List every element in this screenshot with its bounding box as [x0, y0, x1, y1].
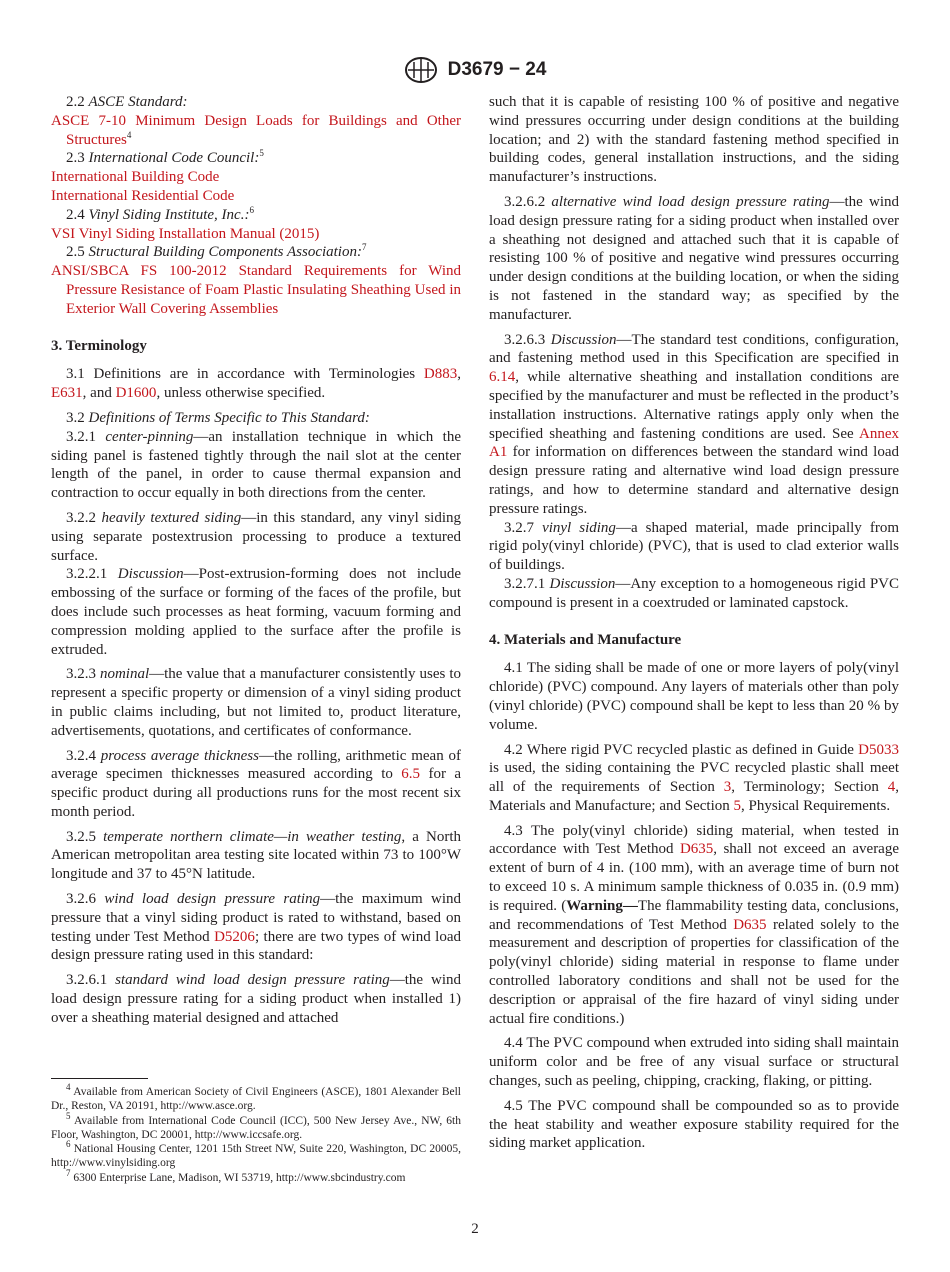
link-d1600[interactable]: D1600: [115, 385, 157, 402]
para-3-2-6-1-continued: such that it is capable of resisting 100 % of positive and negative wind pressures occurring under design conditions at the building location; and 2) with the standard fastening method specified in building codes, general installation instructions, and the siding manufacturer’s instructions.: [489, 94, 899, 186]
footnote-5: $^5$ Available from International Code Council (ICC), 500 New Jersey Ave., NW, 6th Floor, Washington, DC 20001, http://www.iccsafe.org.: [51, 1110, 461, 1141]
link-d635[interactable]: D635: [679, 841, 714, 858]
para-3-1: 3.1 Definitions are in accordance with Terminologies D883, E631, and D1600, unless otherwise specified.: [51, 366, 461, 402]
para-4-3: 4.3 The poly(vinyl chloride) siding material, when tested in accordance with Test Method D635, shall not exceed an average extent of burn of 4 in. (100 mm), with an average time of burn not to exceed 10 s. A minimum sample thickness of 0.035 in. (0.9 mm) is required. (Warning—The flammability testing data, conclusions, and recommendations of Test Method D635 related solely to the measurement and description of properties for classification of the poly(vinyl chloride) siding material in response to flame under controlled laboratory conditions and shall not be used for the description or appraisal of the fire hazard of vinyl siding under actual fire conditions.): [489, 822, 900, 1027]
para-3-2-7-1: 3.2.7.1 Discussion—Any exception to a homogeneous rigid PVC compound is present in a coextruded or laminated capstock.: [489, 575, 900, 611]
right-column: [489, 93, 899, 1153]
link-d5033[interactable]: D5033: [858, 741, 899, 758]
link-6-5[interactable]: 6.5: [401, 766, 421, 783]
reference-vsi-manual[interactable]: VSI Vinyl Siding Installation Manual (2015): [51, 225, 320, 242]
para-3-2-2: 3.2.2 heavily textured siding—in this standard, any vinyl siding using separate postextrusion processing to produce a textured surface.: [51, 509, 461, 564]
footnote-6: $^6$ National Housing Center, 1201 15th Street NW, Suite 220, Washington, DC 20005, http://www.vinylsiding.org: [51, 1139, 461, 1170]
para-4-4: 4.4 The PVC compound when extruded into siding shall maintain uniform color and be free of any visual surface or structural changes, such as peeling, chipping, cracking, flaking, or pitting.: [489, 1035, 899, 1090]
link-d883[interactable]: D883: [423, 366, 458, 383]
footnote-divider: [51, 1078, 148, 1079]
link-section-4[interactable]: 4: [887, 779, 896, 796]
page-header: [0, 56, 950, 84]
reference-asce-7-10[interactable]: ASCE 7-10 Minimum Design Loads for Buildings and Other Structures$^4$: [51, 112, 462, 148]
footnote-7: $^7$ 6300 Enterprise Lane, Madison, WI 53719, http://www.sbcindustry.com: [66, 1167, 406, 1184]
para-3-2-5: 3.2.5 temperate northern climate—in weather testing, a North American metropolitan area testing site located within 73 to 100°W longitude and 37 to 45°N latitude.: [51, 828, 462, 883]
section-4-title: 4. Materials and Manufacture: [489, 631, 682, 648]
link-e631[interactable]: E631: [51, 385, 83, 402]
para-3-2-6-2: 3.2.6.2 alternative wind load design pressure rating—the wind load design pressure rating for a siding product when installed over a sheathing not designed and attached such that it is capable of resisting 100 % of positive and negative wind pressures occurring under design conditions at the building location, or when the siding is not fastened in the standard way; as specified by the manufacturer.: [489, 193, 899, 323]
reference-irc[interactable]: International Residential Code: [51, 187, 235, 204]
warning-label: Warning—: [566, 897, 638, 914]
link-section-3[interactable]: 3: [723, 779, 732, 796]
section-2-4-heading: 2.4 Vinyl Siding Institute, Inc.:$^6$: [66, 204, 254, 223]
section-2-5-heading: 2.5 Structural Building Components Association:$^7$: [66, 242, 367, 261]
page-number: 2: [471, 1221, 479, 1237]
left-column: [51, 93, 461, 1028]
para-3-2-3: 3.2.3 nominal—the value that a manufacturer consistently uses to represent a specific property or dimension of a vinyl siding product in public claims including, but not limited to, product literature, advertisements, quotations, and certificates of conformance.: [51, 666, 461, 739]
reference-sbca-fs-100[interactable]: ANSI/SBCA FS 100-2012 Standard Requirements for Wind Pressure Resistance of Foam Plastic Insulating Sheathing Used in Exterior Wall Covering Assemblies: [51, 263, 461, 317]
footnote-4: $^4$ Available from American Society of Civil Engineers (ASCE), 1801 Alexander Bell Dr., Reston, VA 20191, http://www.asce.org.: [51, 1082, 461, 1113]
section-2-2-heading: 2.2 ASCE Standard:: [66, 94, 188, 110]
link-annex-a1[interactable]: Annex A1: [489, 425, 899, 461]
link-d635-second[interactable]: D635: [733, 916, 767, 933]
link-6-14[interactable]: 6.14: [489, 369, 516, 386]
para-3-2-2-1: 3.2.2.1 Discussion—Post-extrusion-forming does not include embossing of the surface or forming of the faces of the profile, but does include such processes as heat forming, vacuum forming and compression molding applied to the surface after the profile is extruded.: [51, 566, 461, 658]
link-d5206[interactable]: D5206: [214, 928, 255, 945]
footnotes: [51, 1078, 461, 1185]
document-id: D3679 − 24: [447, 59, 547, 80]
para-3-2-7: 3.2.7 vinyl siding—a shaped material, made principally from rigid poly(vinyl chloride) (PVC), that is used to clad exterior walls of buildings.: [489, 519, 900, 574]
para-3-2-6-3: 3.2.6.3 Discussion—The standard test conditions, configuration, and fastening method used in this Specification are specified in 6.14, while alternative sheathing and installation conditions are specified by the manufacturer and must be reflected in the product’s installation instructions. Alternative ratings apply only when the specified sheathing and fastening conditions are used. See Annex A1 for information on differences between the standard wind load design pressure rating and alternative wind load design pressure ratings, and how to determine standard and alternative design pressure ratings.: [489, 331, 900, 517]
reference-ibc[interactable]: International Building Code: [51, 169, 220, 186]
section-2-3-heading: 2.3 International Code Council:$^5$: [66, 148, 264, 167]
para-3-2-6-1: 3.2.6.1 standard wind load design pressure rating—the wind load design pressure rating for a siding product when installed 1) over a sheathing material designed and attached: [51, 972, 462, 1026]
para-3-2-4: 3.2.4 process average thickness—the rolling, arithmetic mean of average specimen thicknesses measured according to 6.5 for a specific product during all productions runs for the most recent six month period.: [51, 747, 461, 820]
para-4-1: 4.1 The siding shall be made of one or more layers of poly(vinyl chloride) (PVC) compound. Any layers of materials other than poly (vinyl chloride) (PVC) compound shall be kept to less than 20 % by volume.: [489, 660, 899, 733]
para-3-2: 3.2 Definitions of Terms Specific to This Standard:: [66, 409, 370, 426]
section-3-title: 3. Terminology: [51, 337, 147, 354]
para-4-5: 4.5 The PVC compound shall be compounded so as to provide the heat stability and weather exposure stability required for the siding market application.: [489, 1097, 899, 1152]
link-section-5[interactable]: 5: [733, 797, 741, 814]
para-3-2-6: 3.2.6 wind load design pressure rating—the maximum wind pressure that a vinyl siding product is rated to withstand, based on testing under Test Method D5206; there are two types of wind load design pressure rating used in this standard:: [51, 891, 461, 964]
para-3-2-1: 3.2.1 center-pinning—an installation technique in which the siding panel is fastened tightly through the nail slot at the center length of the panel, in order to cause thermal expansion and contraction to occur equally in both directions from the center.: [51, 428, 462, 502]
astm-logo-icon: [404, 56, 438, 84]
para-4-2: 4.2 Where rigid PVC recycled plastic as defined in Guide D5033 is used, the siding containing the PVC recycled plastic shall meet all of the requirements of Section 3, Terminology; Section 4, Materials and Manufacture; and Section 5, Physical Requirements.: [489, 741, 899, 814]
